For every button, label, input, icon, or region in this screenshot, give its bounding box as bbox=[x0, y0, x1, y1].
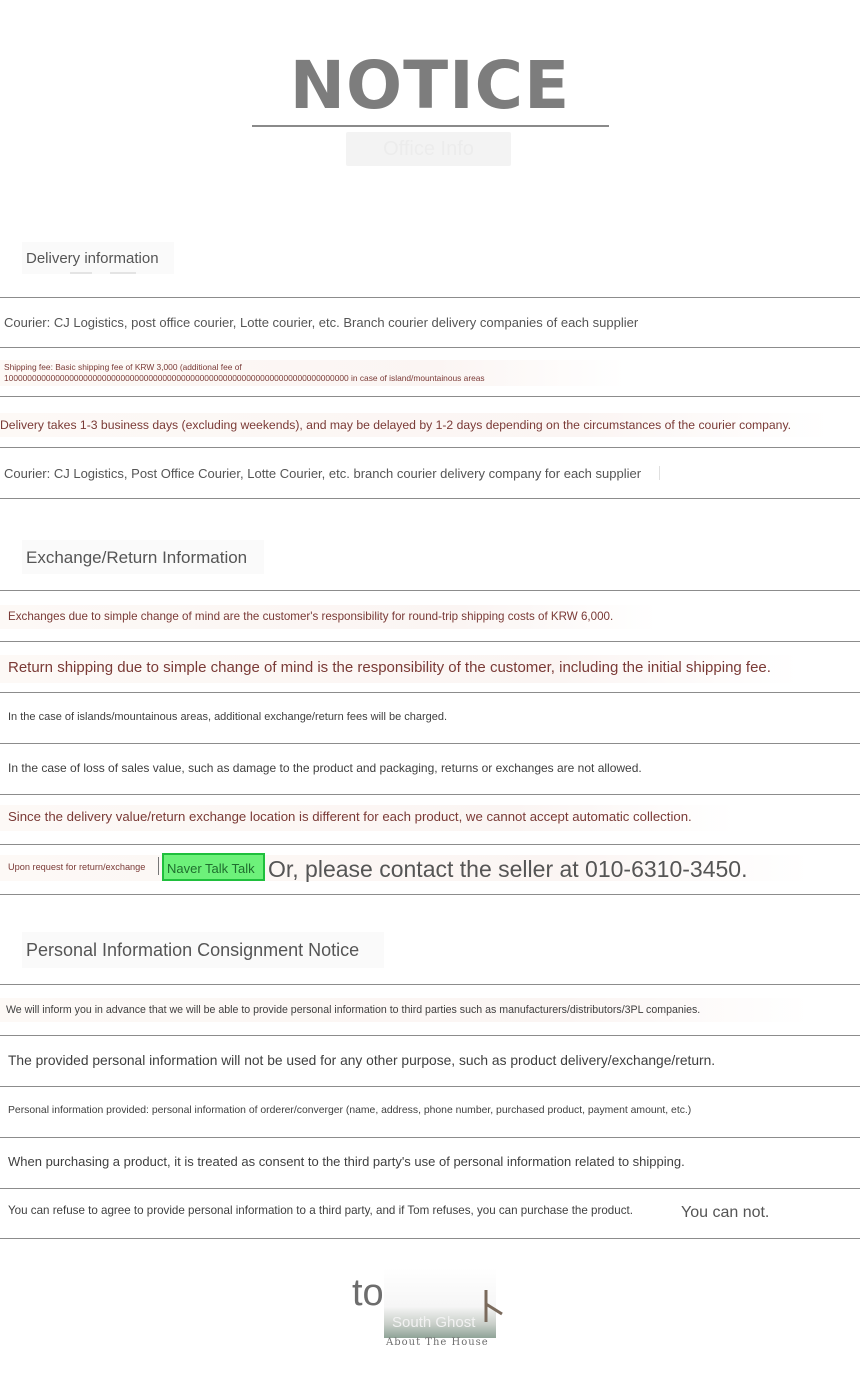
logo-subtitle: About The House bbox=[386, 1337, 489, 1348]
seller-contact: Or, please contact the seller at 010-6310-3450. bbox=[268, 856, 748, 882]
shipping-fee-line: Shipping fee: Basic shipping fee of KRW 3,000 (additional fee of bbox=[4, 362, 242, 372]
divider bbox=[0, 692, 860, 693]
page-title: NOTICE bbox=[289, 47, 571, 124]
naver-talk-talk-link[interactable]: Naver Talk Talk bbox=[162, 853, 265, 881]
divider bbox=[0, 894, 860, 895]
text-cursor bbox=[659, 466, 660, 480]
faded-subtitle: Office Info bbox=[346, 132, 511, 166]
section-heading-delivery: Delivery information bbox=[26, 250, 159, 267]
exchange-line: In the case of islands/mountainous areas, additional exchange/return fees will be charged. bbox=[8, 711, 448, 723]
divider bbox=[0, 1086, 860, 1087]
divider bbox=[0, 794, 860, 795]
divider bbox=[0, 297, 860, 298]
exchange-line: In the case of loss of sales value, such as damage to the product and packaging, returns or exchanges are not allowed. bbox=[8, 761, 642, 775]
exchange-line: Since the delivery value/return exchange location is different for each product, we cannot accept automatic collection. bbox=[8, 809, 692, 824]
divider bbox=[0, 743, 860, 744]
section-heading-privacy: Personal Information Consignment Notice bbox=[26, 940, 360, 960]
footer-to-text: to bbox=[352, 1272, 384, 1314]
arrow-icon bbox=[480, 1288, 506, 1324]
divider bbox=[0, 447, 860, 448]
divider bbox=[0, 1035, 860, 1036]
text-cursor bbox=[158, 857, 159, 875]
delivery-courier-line: Courier: CJ Logistics, Post Office Courier, Lotte Courier, etc. branch courier delivery company for each supplier bbox=[4, 466, 642, 481]
privacy-line-tail: You can not. bbox=[681, 1204, 770, 1221]
divider bbox=[0, 844, 860, 845]
exchange-line: Return shipping due to simple change of mind is the responsibility of the customer, including the initial shipping fee. bbox=[8, 659, 771, 676]
divider bbox=[0, 347, 860, 348]
privacy-line: The provided personal information will not be used for any other purpose, such as product delivery/exchange/return. bbox=[8, 1053, 716, 1068]
divider bbox=[0, 1238, 860, 1239]
delivery-courier-line: Courier: CJ Logistics, post office courier, Lotte courier, etc. Branch courier delivery companies of each supplier bbox=[4, 315, 639, 330]
privacy-line: When purchasing a product, it is treated as consent to the third party's use of personal information related to shipping. bbox=[8, 1154, 685, 1169]
heading-decoration bbox=[70, 272, 92, 274]
privacy-line: You can refuse to agree to provide personal information to a third party, and if Tom refuses, you can purchase the product. bbox=[8, 1204, 633, 1217]
logo-label: South Ghost bbox=[392, 1314, 476, 1331]
shipping-fee-line: 10000000000000000000000000000000000000000000000000000000000000000000000000 in case of island/mountainous areas bbox=[4, 373, 485, 383]
delivery-time-line: Delivery takes 1-3 business days (excluding weekends), and may be delayed by 1-2 days depending on the circumstances of the courier company. bbox=[0, 418, 792, 432]
divider bbox=[0, 641, 860, 642]
return-request-label: Upon request for return/exchange bbox=[8, 862, 146, 872]
divider bbox=[0, 498, 860, 499]
privacy-line: We will inform you in advance that we will be able to provide personal information to third parties such as manufacturers/distributors/3PL companies. bbox=[6, 1004, 701, 1016]
heading-decoration bbox=[110, 272, 136, 274]
divider bbox=[0, 984, 860, 985]
title-underline bbox=[252, 125, 609, 127]
privacy-line: Personal information provided: personal information of orderer/converger (name, address, phone number, purchased product, payment amount, etc.) bbox=[8, 1105, 692, 1116]
section-heading-exchange: Exchange/Return Information bbox=[26, 548, 248, 567]
divider bbox=[0, 396, 860, 397]
exchange-line: Exchanges due to simple change of mind are the customer's responsibility for round-trip shipping costs of KRW 6,000. bbox=[8, 610, 614, 623]
divider bbox=[0, 590, 860, 591]
divider bbox=[0, 1188, 860, 1189]
divider bbox=[0, 1137, 860, 1138]
